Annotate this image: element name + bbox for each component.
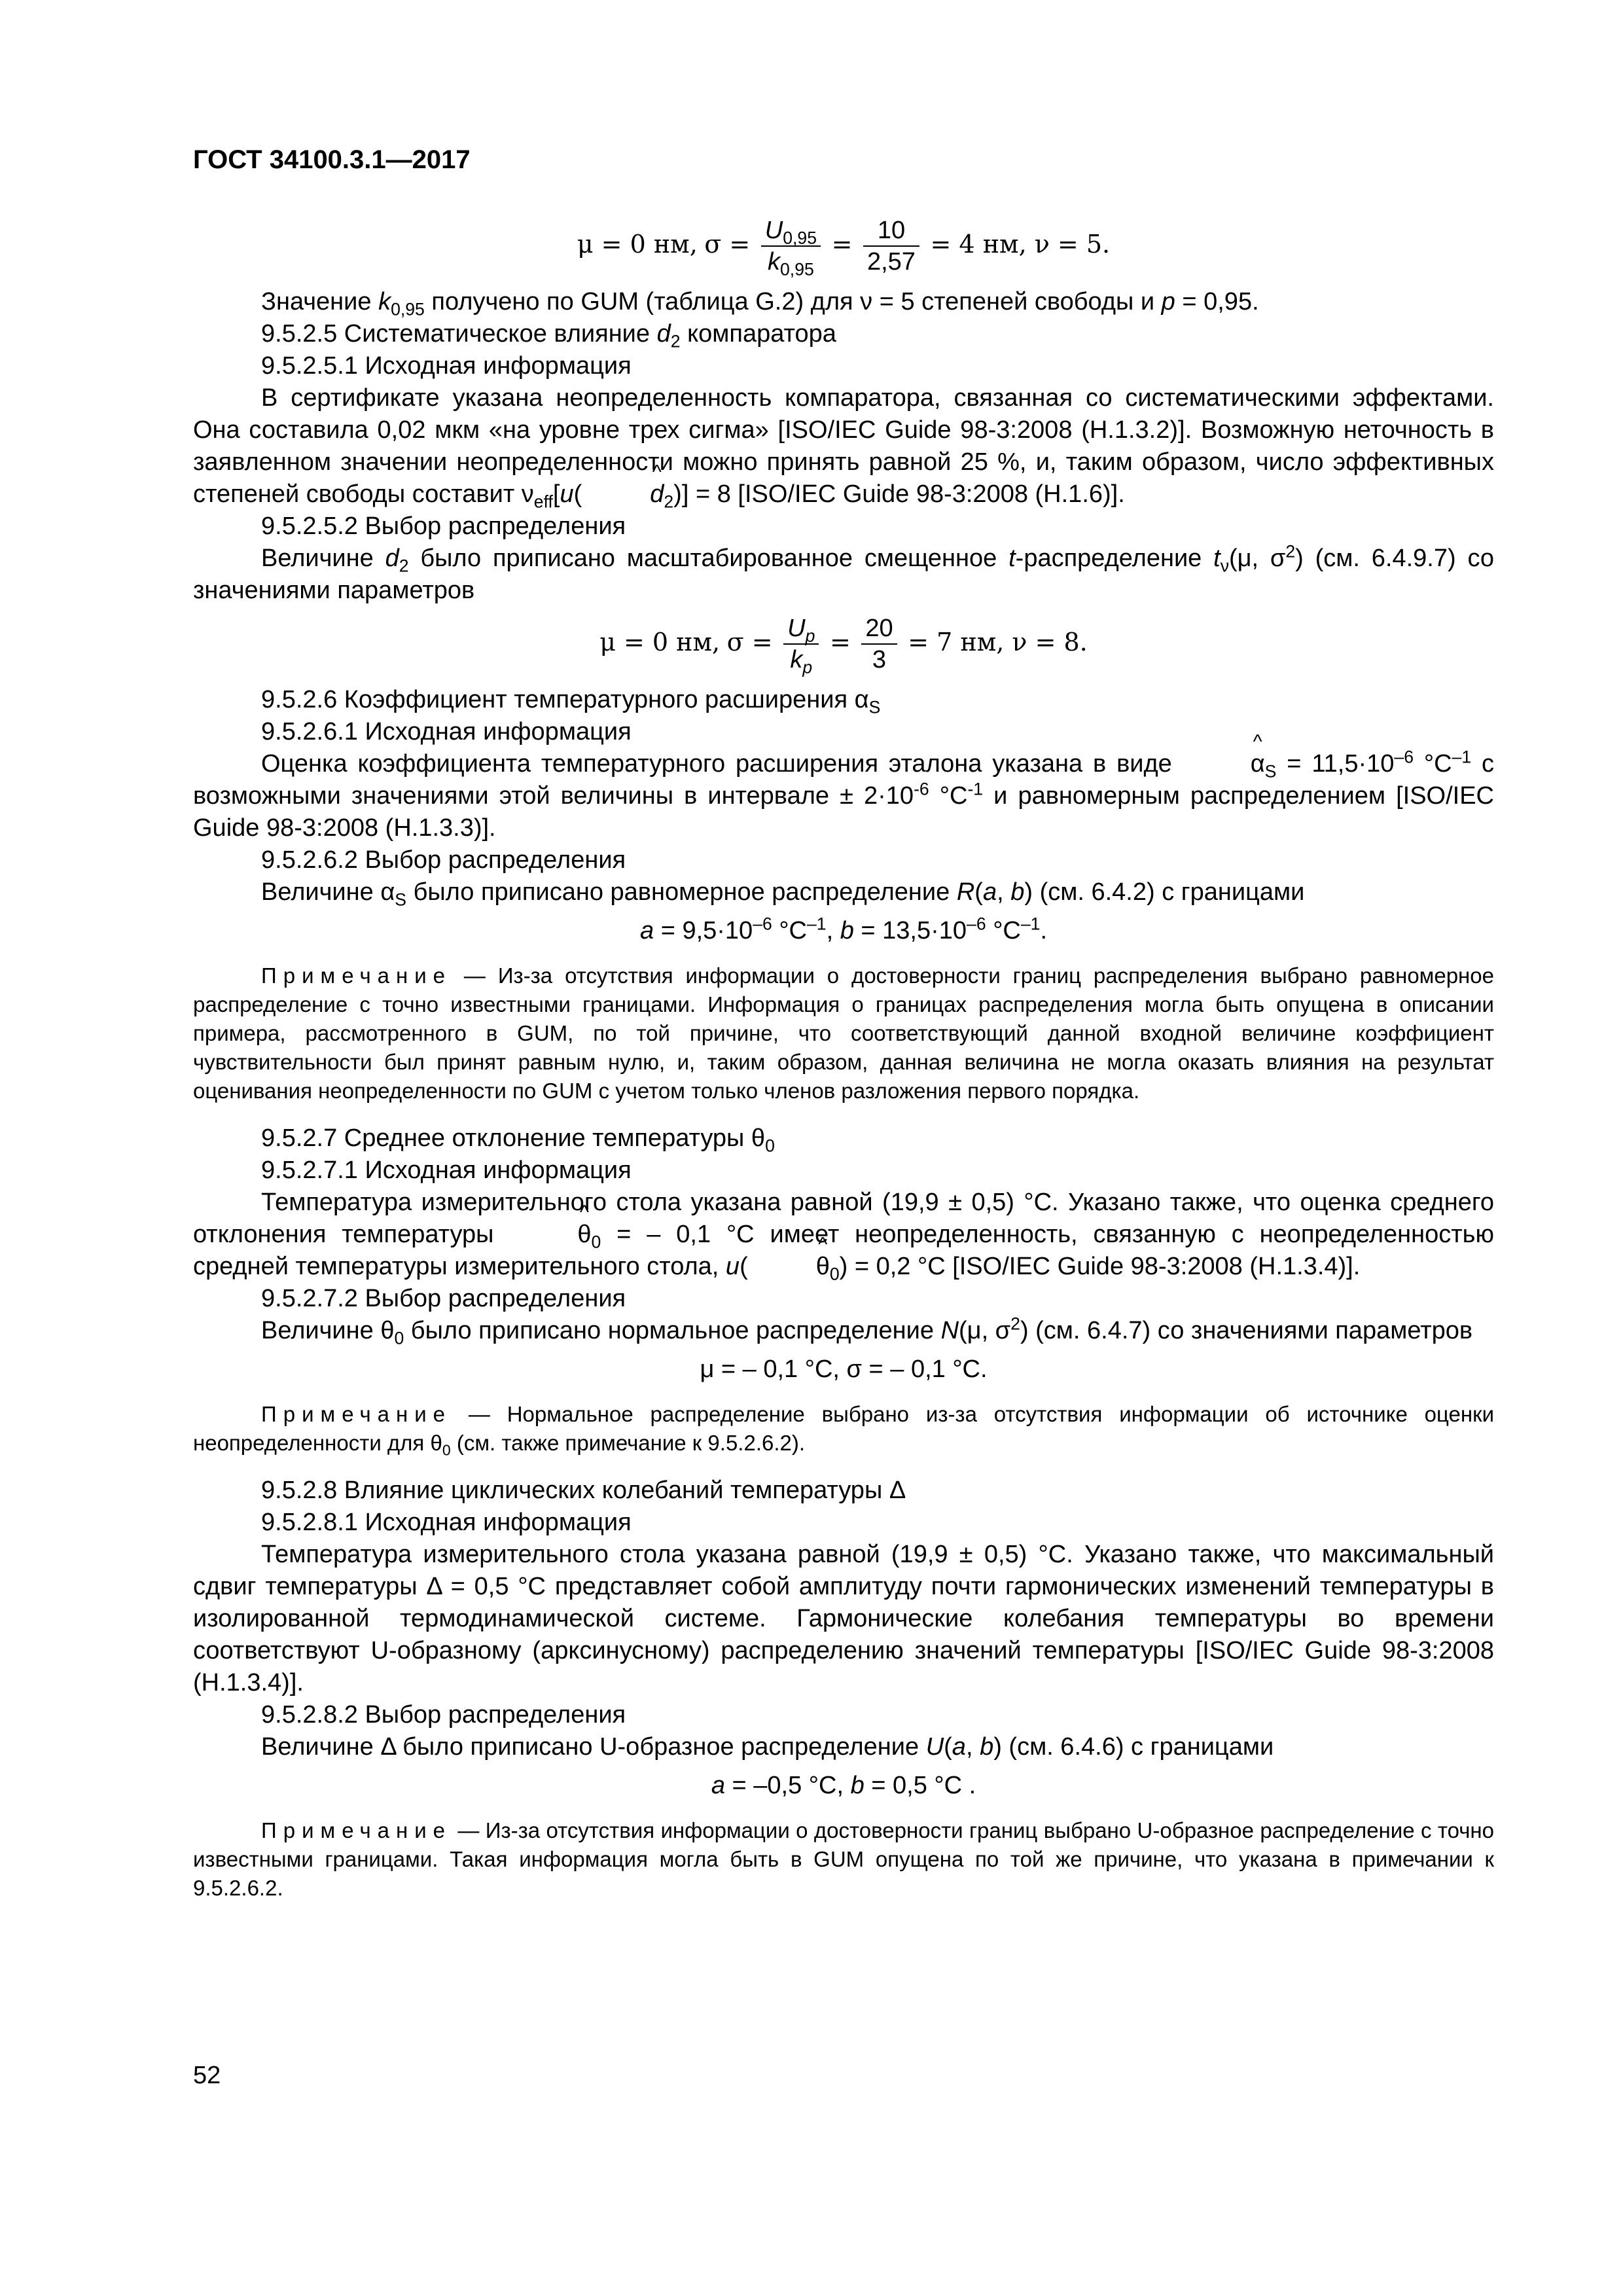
equation-4: μ = – 0,1 °C, σ = – 0,1 °C. bbox=[700, 1355, 988, 1383]
paragraph-temperature-deviation: Температура измерительного стола указана равной (19,9 ± 0,5) °C. Указано также, что оценка среднего отклонения температуры ^ $\theta_0$ = – 0,1 °C имеет неопределенность, связанную с неопределенностью средней температуры измерительного стола, u(^ $\theta_0) = 0,2$ °C [ISO/IEC Guide 98-3:2008 (H.1.3.4)]. bbox=[193, 1187, 1494, 1283]
fraction-values-2: $\frac{20}{3}$ bbox=[861, 613, 897, 675]
page-number: 52 bbox=[193, 2062, 221, 2089]
equation-3: $a = 9,5\cdot 10^{-6}$ $^\circ C^{-1}$, $b = 13,5\cdot 10^{-6}$ $^\circ C^{-1}$. bbox=[640, 914, 1047, 944]
paragraph-thermal-coefficient: Оценка коэффициента температурного расширения эталона указана в виде ^ $\alpha_S = 11,5\cdot 10^{-6}$ $^\circ C^{-1}$ с возможными значениями этой величины в интервале ± $2\cdot 10^{-6}$ $^\circ C^{-1}$ и равномерным распределением [ISO/IEC Guide 98-3:2008 (H.1.3.3)]. bbox=[193, 748, 1494, 844]
heading-9-5-2-8-2: 9.5.2.8.2 Выбор распределения bbox=[261, 1701, 626, 1729]
paragraph-comparator-uncertainty: В сертификате указана неопределенность компаратора, связанная со систематическими эффектами. Она составила 0,02 мкм «на уровне трех сигма» [ISO/IEC Guide 98-3:2008 (H.1.3.2)]. Возможную неточность в заявленном значении неопределенности можно принять равной 25 %, и, таким образом, число эффективных степеней свободы составит $\nu_{eff}[u(\^{}$ $d_2)] = 8$ [ISO/IEC Guide 98-3:2008 (H.1.6)]. bbox=[193, 382, 1494, 511]
paragraph-d2-distribution: Величине $d_2$ было приписано масштабированное смещенное t-распределение $t_\nu(\mu$, $\sigma^2$) (см. 6.4.9.7) со значениями параметров bbox=[193, 541, 1495, 604]
heading-9-5-2-6-1: 9.5.2.6.1 Исходная информация bbox=[261, 718, 632, 745]
fraction-u-k: $\frac{U_{0,95}}{k_{0,95}}$ bbox=[761, 215, 821, 277]
heading-9-5-2-6-2: 9.5.2.6.2 Выбор распределения bbox=[261, 846, 626, 874]
equation-2: μ = 0 нм, σ = $\frac{U_p}{k_p}$ = $\frac{20}{3}$ = 7 нм, ν = 8. bbox=[599, 615, 1088, 677]
paragraph-alpha-distribution: Величине $\alpha_S$ было приписано равномерное распределение R(a, b) (см. 6.4.2) с границами bbox=[261, 878, 1305, 910]
heading-9-5-2-7-1: 9.5.2.7.1 Исходная информация bbox=[261, 1157, 632, 1184]
equation-5: a = –0,5 °C, b = 0,5 °C . bbox=[711, 1772, 976, 1799]
fraction-values: $\frac{10}{2,57}$ bbox=[863, 215, 919, 277]
note-2: Примечание — Нормальное распределение выбрано из-за отсутствия информации об источнике оценки неопределенности для $\theta_0$ (см. также примечание к 9.5.2.6.2). bbox=[193, 1402, 1494, 1459]
heading-9-5-2-5-1: 9.5.2.5.1 Исходная информация bbox=[261, 352, 632, 380]
note-label: Примечание bbox=[261, 963, 452, 988]
heading-9-5-2-7: 9.5.2.7 Среднее отклонение температуры $\theta_0$ bbox=[261, 1124, 775, 1156]
heading-9-5-2-5-2: 9.5.2.5.2 Выбор распределения bbox=[261, 512, 626, 540]
paragraph-cyclic-temperature: Температура измерительного стола указана равной (19,9 ± 0,5) °C. Указано также, что максимальный сдвиг температуры Δ = 0,5 °C представляет собой амплитуду почти гармонических изменений температуры в изолированной термодинамической системе. Гармонические колебания температуры во времени соответствуют U-образному (арксинусному) распределению значений температуры [ISO/IEC Guide 98-3:2008 (H.1.3.4)]. bbox=[193, 1541, 1494, 1696]
heading-9-5-2-7-2: 9.5.2.7.2 Выбор распределения bbox=[261, 1285, 626, 1312]
paragraph-k095: Значение $k_{0,95}$ получено по GUM (таблица G.2) для ν = 5 степеней свободы и p = 0,95. bbox=[261, 288, 1259, 319]
heading-9-5-2-5: 9.5.2.5 Систематическое влияние $d_2$ компаратора bbox=[261, 320, 836, 351]
heading-9-5-2-6: 9.5.2.6 Коэффициент температурного расширения $\alpha_S$ bbox=[261, 686, 881, 717]
note-label: Примечание bbox=[261, 1402, 452, 1426]
note-label: Примечание bbox=[261, 1818, 452, 1842]
equation-1: μ = 0 нм, σ = $\frac{U_{0,95}}{k_{0,95}}$ = $\frac{10}{2,57}$ = 4 нм, ν = 5. bbox=[577, 217, 1111, 279]
paragraph-delta-distribution: Величине Δ было приписано U-образное распределение U(a, b) (см. 6.4.6) с границами bbox=[261, 1733, 1274, 1761]
heading-9-5-2-8-1: 9.5.2.8.1 Исходная информация bbox=[261, 1509, 632, 1536]
document-page bbox=[193, 144, 1494, 1920]
heading-9-5-2-8: 9.5.2.8 Влияние циклических колебаний температуры Δ bbox=[261, 1477, 906, 1504]
note-3: Примечание — Из-за отсутствия информации о достоверности границ выбрано U-образное распределение с точно известными границами. Такая информация могла быть в GUM опущена по той же причине, что указана в примечании к 9.5.2.6.2. bbox=[193, 1818, 1494, 1900]
standard-header: ГОСТ 34100.3.1—2017 bbox=[193, 145, 471, 174]
paragraph-theta-distribution: Величине $\theta_0$ было приписано нормальное распределение N(μ, $\sigma^2$) (см. 6.4.7) со значениями параметров bbox=[261, 1314, 1473, 1348]
note-1: Примечание — Из-за отсутствия информации о достоверности границ распределения выбрано равномерное распределение с точно известными границами. Информация о границах распределения могла быть опущена в описании примера, рассмотренного в GUM, по той причине, что соответствующий данной входной величине коэффициент чувствительности был принят равным нулю, и, таким образом, данная величина не могла оказать влияния на результат оценивания неопределенности по GUM с учетом только членов разложения первого порядка. bbox=[193, 963, 1494, 1103]
fraction-up-kp: $\frac{U_p}{k_p}$ bbox=[783, 613, 819, 675]
